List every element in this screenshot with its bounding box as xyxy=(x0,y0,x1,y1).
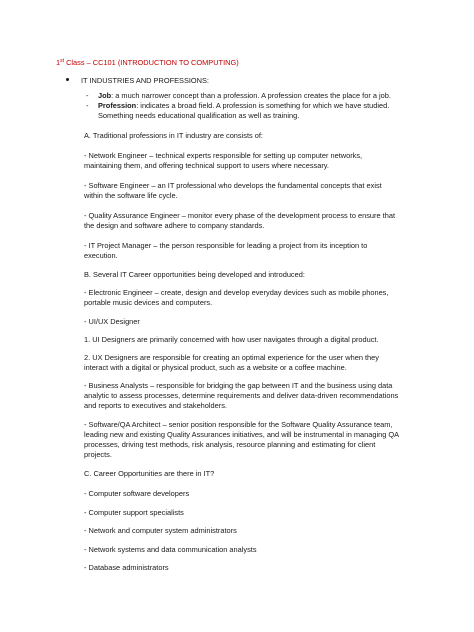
text-line: and reports to executives and stakeholders. xyxy=(84,401,227,410)
text-line: - Quality Assurance Engineer – monitor every phase of the development process to ensure that xyxy=(84,211,395,220)
text-line: - Business Analysts – responsible for bridging the gap between IT and the business using data xyxy=(84,381,393,390)
text-line: - UI/UX Designer xyxy=(84,317,140,326)
text-line: portable music devices and computers. xyxy=(84,298,213,307)
section-c-heading: C. Career Opportunities are there in IT? xyxy=(84,469,215,478)
bullet-heading: IT INDUSTRIES AND PROFESSIONS: xyxy=(66,76,209,85)
bullet-icon xyxy=(66,78,69,81)
list-item: - Computer support specialists xyxy=(84,508,184,517)
text-line: execution. xyxy=(84,251,118,260)
text-line: interact with a digital or physical product, such as a website or a coffee machine. xyxy=(84,363,347,372)
page-title: 1st Class – CC101 (INTRODUCTION TO COMPUTING) xyxy=(56,58,239,67)
text-line: - IT Project Manager – the person responsible for leading a project from its inception to xyxy=(84,241,368,250)
text-line: - Electronic Engineer – create, design and develop everyday devices such as mobile phones, xyxy=(84,288,389,297)
list-item: - Database administrators xyxy=(84,563,169,572)
text-line: 1. UI Designers are primarily concerned with how user navigates through a digital product. xyxy=(84,335,379,344)
list-item: - Network and computer system administrators xyxy=(84,526,237,535)
list-item: - Network systems and data communication analysts xyxy=(84,545,257,554)
text-line: - Network Engineer – technical experts responsible for setting up computer networks, xyxy=(84,151,363,160)
text-line: projects. xyxy=(84,450,112,459)
text-line: leading new and existing Quality Assurances initiatives, and will be instrumental in managing QA xyxy=(84,430,400,439)
text-line: processes, driving test methods, risk analysis, resource planning and estimating for client xyxy=(84,440,376,449)
text-line: - Software Engineer – an IT professional who develops the fundamental concepts that exist xyxy=(84,181,382,190)
text-line: analytic to assess processes, determine requirements and deliver data-driven recommendations xyxy=(84,391,399,400)
text-line: 2. UX Designers are responsible for creating an optimal experience for the user when they xyxy=(84,353,379,362)
section-b-heading: B. Several IT Career opportunities being developed and introduced: xyxy=(84,270,305,279)
profession-definition-cont: Something needs educational qualification as well as training. xyxy=(98,111,300,120)
text-line: within the software life cycle. xyxy=(84,191,178,200)
text-line: maintaining them, and offering technical support to users where necessary. xyxy=(84,161,329,170)
section-a-heading: A. Traditional professions in IT industry are consists of: xyxy=(84,131,263,140)
profession-definition: - Profession: indicates a broad field. A profession is something for which we have studied. xyxy=(86,101,390,110)
list-item: - Computer software developers xyxy=(84,489,190,498)
text-line: - Software/QA Architect – senior position responsible for the Software Quality Assurance team, xyxy=(84,420,393,429)
job-definition: - Job: a much narrower concept than a profession. A profession creates the place for a job. xyxy=(86,91,391,100)
text-line: the design and software adhere to company standards. xyxy=(84,221,265,230)
